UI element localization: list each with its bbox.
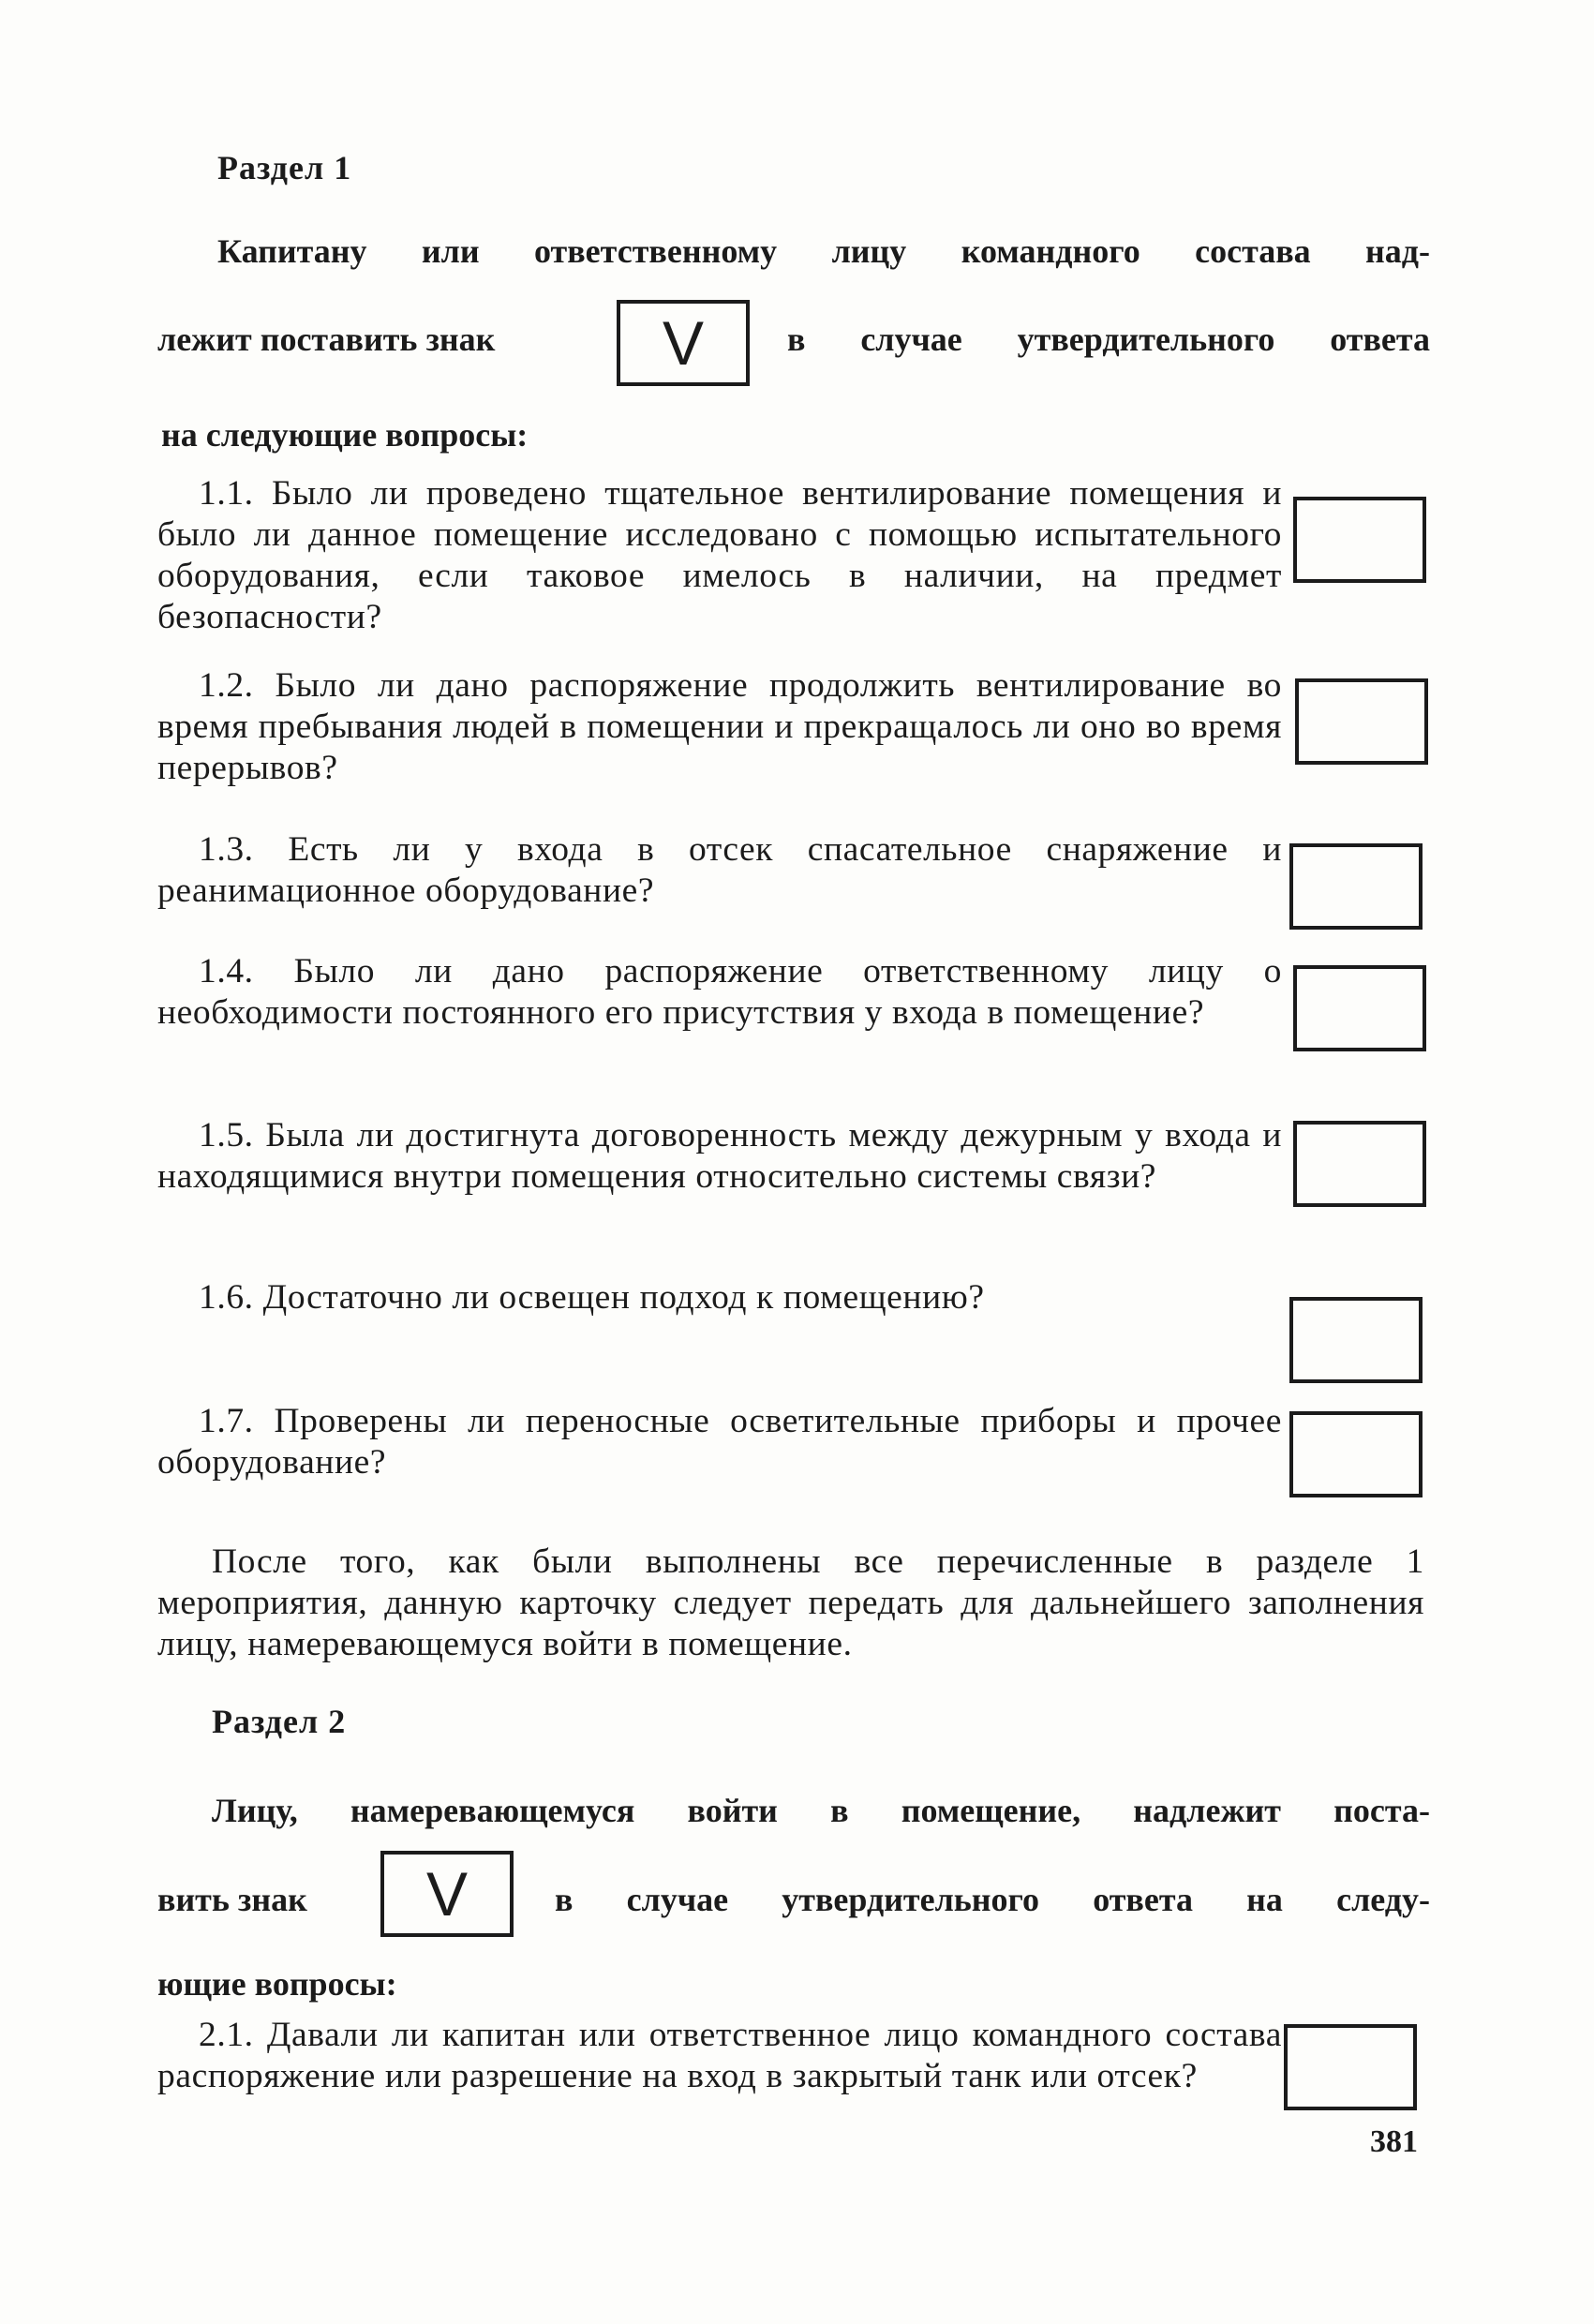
question-number: 1.2. bbox=[199, 666, 254, 705]
question-text: Было ли проведено тщательное вентилирование помещения и было ли данное помещение исследовано с помощью испытательного оборудования, если таковое имелось в наличии, на предмет безопасности? bbox=[157, 474, 1282, 636]
question-number: 2.1. bbox=[199, 2016, 254, 2054]
section-1-intro-line-2-before: лежит поставить знак bbox=[157, 320, 496, 358]
section-1-intro-line-1: Капитану или ответственному лицу командного состава над- bbox=[217, 232, 1430, 270]
question-text: Есть ли у входа в отсек спасательное снаряжение и реанимационное оборудование? bbox=[157, 830, 1282, 910]
question-text: Была ли достигнута договоренность между дежурным у входа и находящимися внутри помещения относительно системы связи? bbox=[157, 1116, 1282, 1196]
answer-checkbox-1-1[interactable] bbox=[1293, 497, 1426, 583]
answer-checkbox-1-7[interactable] bbox=[1289, 1411, 1423, 1497]
question-number: 1.7. bbox=[199, 1402, 254, 1440]
question-1-2 bbox=[157, 665, 1282, 789]
question-1-7 bbox=[157, 1401, 1282, 1483]
section-2-intro-line-2-before: вить знак bbox=[157, 1881, 307, 1918]
checkmark-sample-box: V bbox=[380, 1851, 514, 1937]
section-2-intro-line-3: ющие вопросы: bbox=[157, 1965, 397, 2003]
section-2-intro-line-1: Лицу, намеревающемуся войти в помещение, надлежит поста- bbox=[212, 1792, 1430, 1829]
section-1-heading: Раздел 1 bbox=[217, 149, 352, 186]
answer-checkbox-1-2[interactable] bbox=[1295, 678, 1428, 765]
question-1-6 bbox=[157, 1277, 1282, 1318]
question-1-4 bbox=[157, 951, 1282, 1034]
page-number: 381 bbox=[1370, 2124, 1418, 2159]
question-number: 1.4. bbox=[199, 952, 254, 991]
section-1-intro-line-3: на следующие вопросы: bbox=[161, 416, 529, 454]
question-1-1 bbox=[157, 473, 1282, 638]
question-text: Давали ли капитан или ответственное лицо командного состава распоряжение или разрешение на вход в закрытый танк или отсек? bbox=[157, 2016, 1282, 2095]
question-2-1 bbox=[157, 2015, 1282, 2097]
section-1-intro-line-2-after: в случае утвердительного ответа bbox=[787, 320, 1430, 358]
question-number: 1.6. bbox=[199, 1278, 254, 1317]
answer-checkbox-2-1[interactable] bbox=[1284, 2024, 1417, 2110]
question-number: 1.3. bbox=[199, 830, 254, 869]
section-2-heading: Раздел 2 bbox=[212, 1703, 347, 1740]
question-1-3 bbox=[157, 829, 1282, 912]
checkmark-sample-box: V bbox=[617, 300, 750, 386]
question-text: Было ли дано распоряжение ответственному лицу о необходимости постоянного его присутствия у входа в помещение? bbox=[157, 952, 1282, 1032]
question-number: 1.5. bbox=[199, 1116, 254, 1155]
question-text: Достаточно ли освещен подход к помещению? bbox=[262, 1278, 985, 1317]
question-number: 1.1. bbox=[199, 474, 254, 513]
answer-checkbox-1-6[interactable] bbox=[1289, 1297, 1423, 1383]
answer-checkbox-1-4[interactable] bbox=[1293, 965, 1426, 1051]
question-text: Проверены ли переносные осветительные приборы и прочее оборудование? bbox=[157, 1402, 1282, 1482]
question-1-5 bbox=[157, 1115, 1282, 1198]
answer-checkbox-1-3[interactable] bbox=[1289, 843, 1423, 930]
question-text: Было ли дано распоряжение продолжить вентилирование во время пребывания людей в помещении и прекращалось ли оно во время перерывов? bbox=[157, 666, 1282, 787]
answer-checkbox-1-5[interactable] bbox=[1293, 1121, 1426, 1207]
section-1-closing-paragraph: После того, как были выполнены все перечисленные в разделе 1 мероприятия, данную карточку следует передать для дальнейшего заполнения лицу, намеревающемуся войти в помещение. bbox=[157, 1542, 1424, 1663]
section-2-intro-line-2-after: в случае утвердительного ответа на следу- bbox=[555, 1881, 1430, 1918]
